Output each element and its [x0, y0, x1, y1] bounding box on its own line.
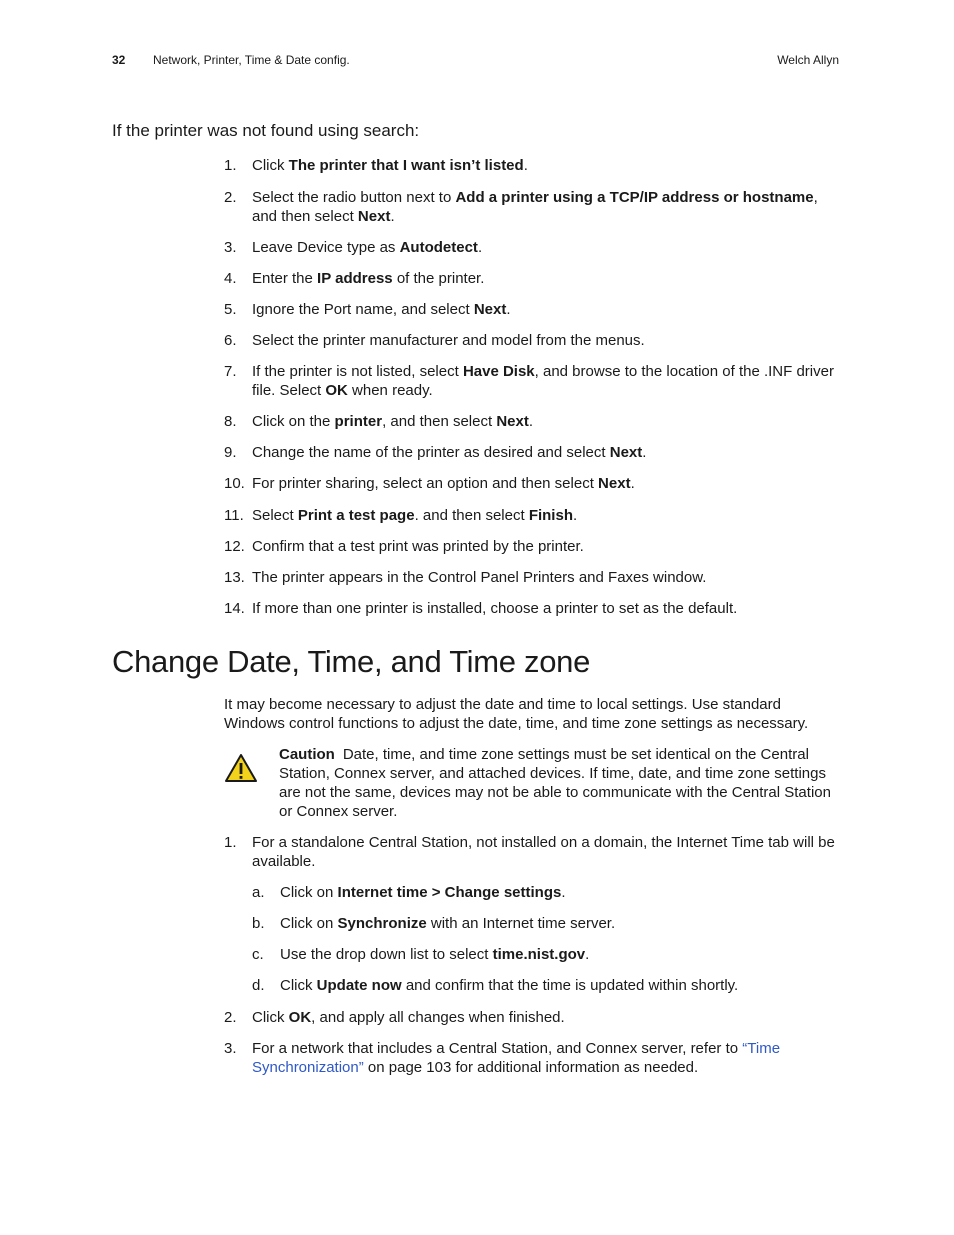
caution-text: Date, time, and time zone settings must be set identical on the Central Station, Connex server, and attached devices. If time, date, and time zone settings are not the same, devices may not be able to communicate with the Central Station or Connex server.: [279, 746, 831, 820]
list-item: 11. Select Print a test page. and then select Finish.: [224, 507, 578, 524]
list-item: 5. Ignore the Port name, and select Next.: [224, 301, 511, 318]
list-item: 6. Select the printer manufacturer and model from the menus.: [224, 332, 645, 349]
list-item: 10. For printer sharing, select an option and then select Next.: [224, 475, 635, 492]
list-item: 9. Change the name of the printer as desired and select Next.: [224, 444, 647, 461]
time-sync-link[interactable]: “Time Synchronization”: [252, 1040, 781, 1076]
section-heading: Change Date, Time, and Time zone: [112, 644, 591, 679]
intro-text: If the printer was not found using search:: [112, 121, 420, 140]
caution-label: Caution: [279, 746, 335, 763]
brand-name: Welch Allyn: [777, 53, 839, 67]
intro-paragraph: It may become necessary to adjust the date and time to local settings. Use standard Windows control functions to adjust the date, time, and time zone settings as necessary.: [224, 696, 809, 732]
section-title: Network, Printer, Time & Date config.: [153, 53, 350, 67]
list-item: 2. Click OK, and apply all changes when finished.: [224, 1009, 565, 1026]
list-item: 2. Select the radio button next to Add a printer using a TCP/IP address or hostname, and then select Next.: [224, 189, 818, 225]
list-item: 8. Click on the printer, and then select Next.: [224, 413, 533, 430]
warning-icon: [224, 753, 258, 783]
sub-list-item: d. Click Update now and confirm that the time is updated within shortly.: [252, 977, 739, 994]
sub-list-item: b. Click on Synchronize with an Internet time server.: [252, 915, 616, 932]
list-item: 3. Leave Device type as Autodetect.: [224, 239, 483, 256]
list-item: 12. Confirm that a test print was printed by the printer.: [224, 538, 584, 555]
sub-list-item: a. Click on Internet time > Change settings.: [252, 884, 566, 901]
page-number: 32: [112, 53, 126, 67]
list-item: 7. If the printer is not listed, select Have Disk, and browse to the location of the .INF driver file. Select OK when ready.: [224, 363, 834, 399]
sub-list-item: c. Use the drop down list to select time.nist.gov.: [252, 946, 590, 963]
list-item: 14. If more than one printer is installed, choose a printer to set as the default.: [224, 600, 738, 617]
list-item: 1. For a standalone Central Station, not installed on a domain, the Internet Time tab will be available.: [224, 834, 835, 870]
list-item: 1. Click The printer that I want isn’t listed.: [224, 157, 528, 174]
list-item: 13. The printer appears in the Control Panel Printers and Faxes window.: [224, 569, 707, 586]
list-item: 4. Enter the IP address of the printer.: [224, 270, 485, 287]
caution-note: [224, 745, 844, 821]
list-item: 3. For a network that includes a Central Station, and Connex server, refer to “Time Synchronization” on page 103 for additional information as needed.: [224, 1040, 781, 1076]
